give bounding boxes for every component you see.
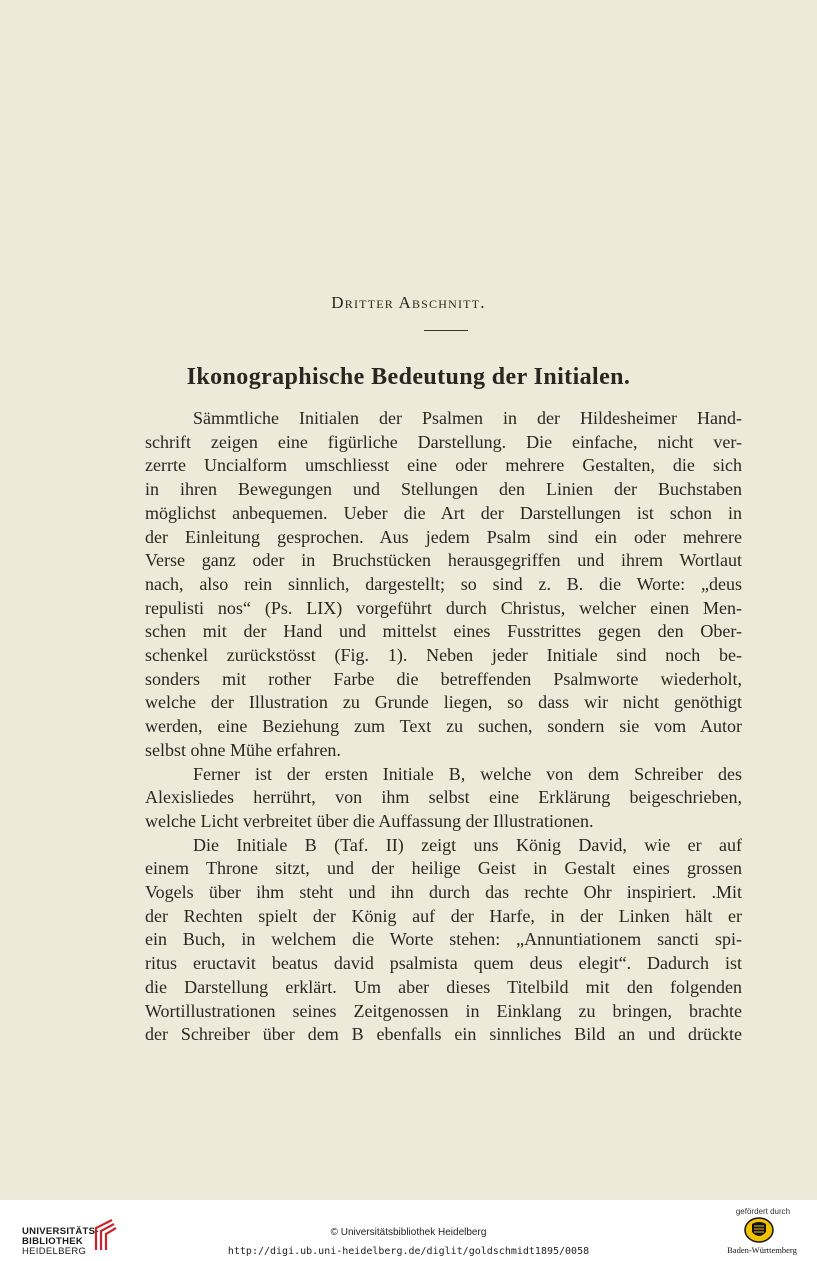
text-line: Ferner ist der ersten Initiale B, welche von dem Schreiber des [193,763,742,784]
text-line: Sämmtliche Initialen der Psalmen in der Hildesheimer Hand- [193,408,742,428]
text-line: Die Initiale B (Taf. II) zeigt uns König David, wie er auf [193,834,742,855]
text-line: der Einleitung gesprochen. Aus jedem Psalm sind ein oder mehrere [145,526,742,547]
state-coat-of-arms-icon [742,1216,776,1244]
text-line: möglichst anbequemen. Ueber die Art der Darstellungen ist schon in [145,502,742,523]
text-line: Wortillustrationen seines Zeitgenossen in Einklang zu bringen, brachte [145,1000,742,1021]
text-line: die Darstellung erklärt. Um aber dieses Titelbild mit den folgenden [145,976,742,997]
text-line: welche der Illustration zu Grunde liegen, so dass wir nicht genöthigt [145,692,742,713]
section-heading: Dritter Abschnitt. [331,293,486,312]
copyright-notice: © Universitätsbibliothek Heidelberg [330,1227,487,1238]
text-line: Verse ganz oder in Bruchstücken herausgegriffen und ihrem Wortlaut [145,550,742,571]
text-line: sonders mit rother Farbe die betreffenden Psalmworte wiederholt, [145,668,742,689]
text-line: der Rechten spielt der König auf der Harfe, in der Linken hält er [145,905,742,926]
funder-name: Baden-Württemberg [727,1245,797,1255]
library-name-line3: HEIDELBERG [22,1246,87,1257]
text-line: selbst ohne Mühe erfahren. [145,739,341,760]
footer-bar [0,1200,817,1261]
text-line: Vogels über ihm steht und ihn durch das rechte Ohr inspiriert. .Mit [145,882,742,903]
text-line: Alexisliedes herrührt, von ihm selbst eine Erklärung beigeschrieben, [145,787,742,808]
funder-caption: gefördert durch [735,1207,791,1216]
body-text [145,407,742,1047]
text-line: in ihren Bewegungen und Stellungen den Linien der Buchstaben [145,479,742,500]
permalink-url[interactable]: http://digi.ub.uni-heidelberg.de/diglit/goldschmidt1895/0058 [227,1246,590,1257]
text-line: schrift zeigen eine figürliche Darstellung. Die einfache, nicht ver- [145,431,742,452]
text-line: schen mit der Hand und mittelst eines Fusstrittes gegen den Ober- [145,621,742,642]
chapter-title: Ikonographische Bedeutung der Initialen. [186,364,631,390]
text-line: einem Throne sitzt, und der heilige Geist in Gestalt eines grossen [145,858,742,879]
text-line: repulisti nos“ (Ps. LIX) vorgeführt durch Christus, welcher einen Men- [145,597,742,618]
library-name-line2: BIBLIOTHEK [22,1236,84,1247]
text-line: ritus eructavit beatus david psalmista quem deus elegit“. Dadurch ist [145,953,742,974]
text-line: zerrte Uncialform umschliesst eine oder mehrere Gestalten, die sich [145,455,742,476]
heading-divider [424,330,468,331]
text-line: welche Licht verbreitet über die Auffassung der Illustrationen. [145,810,594,831]
library-name-line1: UNIVERSITÄTS- [22,1226,99,1237]
text-line: nach, also rein sinnlich, dargestellt; so sind z. B. die Worte: „deus [145,573,742,594]
text-line: ein Buch, in welchem die Worte stehen: „Annuntiationem sancti spi- [145,929,742,950]
text-line: der Schreiber über dem B ebenfalls ein sinnliches Bild an und drückte [145,1024,742,1045]
text-line: schenkel zurückstösst (Fig. 1). Neben jeder Initiale sind noch be- [145,645,742,666]
text-line: werden, eine Beziehung zum Text zu suchen, sondern sie vom Autor [145,716,742,737]
